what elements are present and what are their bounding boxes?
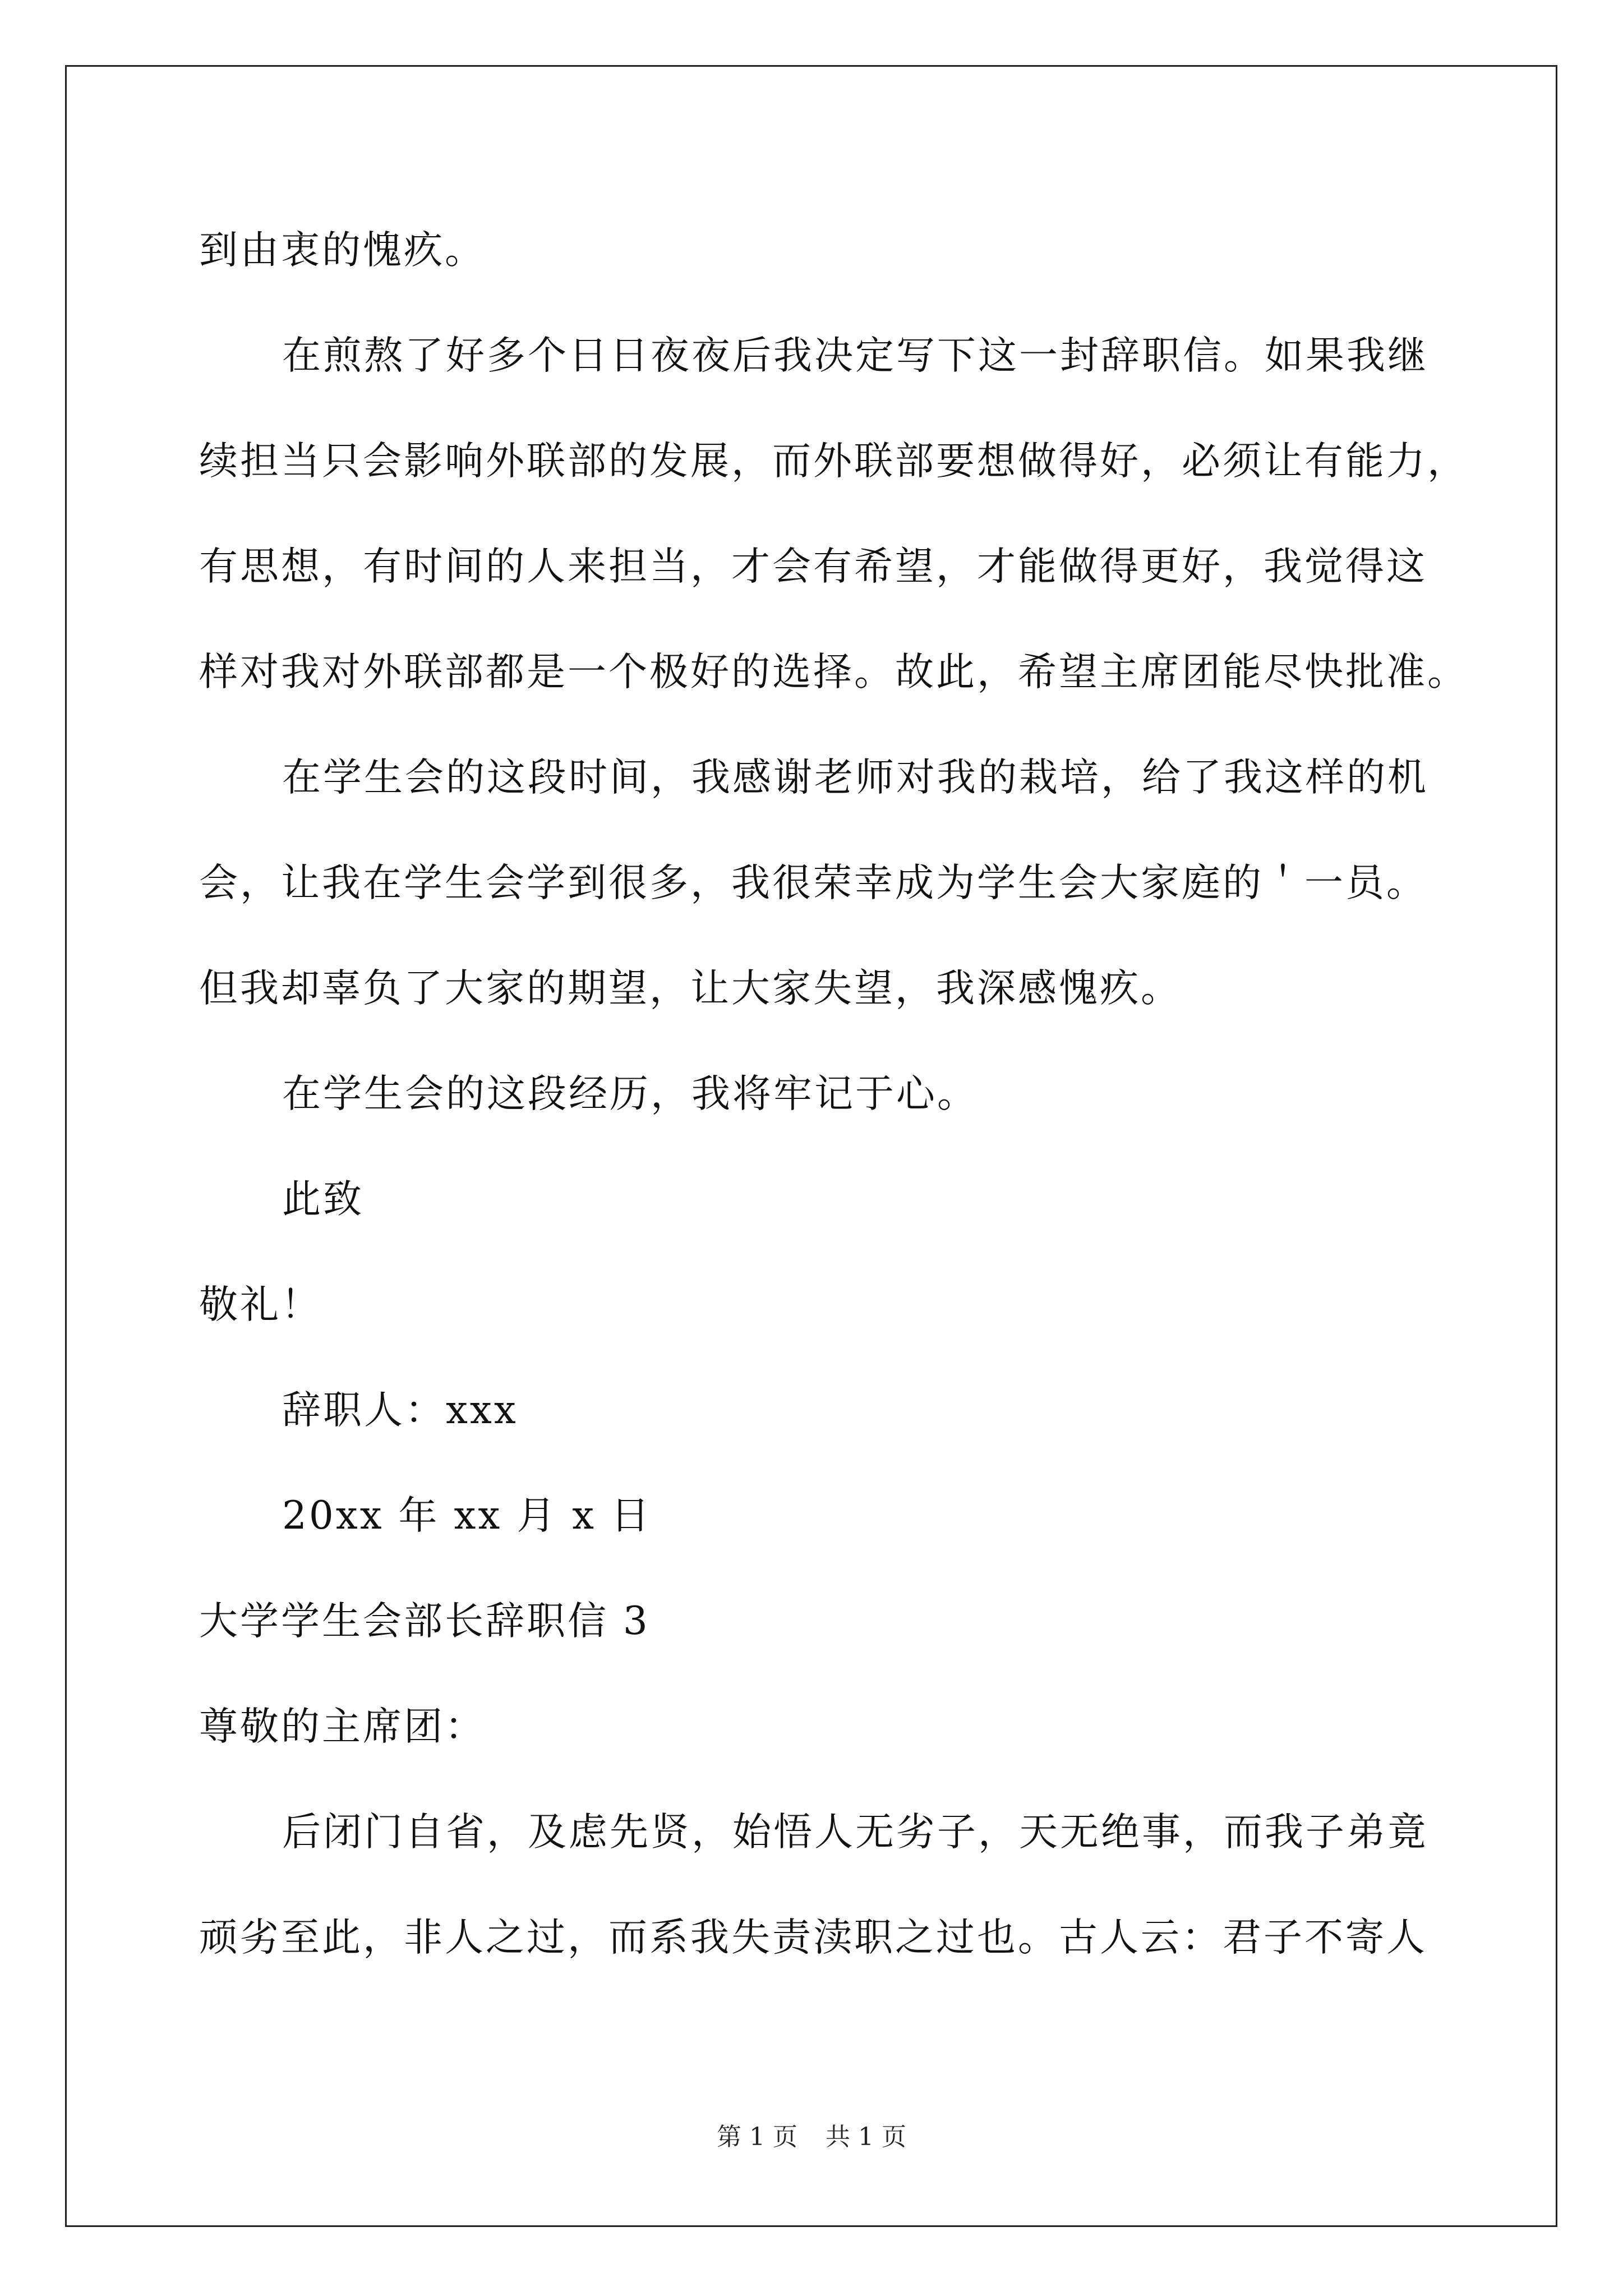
signature-line: 辞职人：xxx [282, 1388, 518, 1433]
text-line: 但我却辜负了大家的期望，让大家失望，我深感愧疚。 [199, 966, 1182, 1011]
text-line: 到由衷的愧疚。 [199, 228, 486, 273]
section-title: 大学学生会部长辞职信 3 [199, 1599, 650, 1644]
text-line: 在学生会的这段经历，我将牢记于心。 [282, 1071, 978, 1116]
date-line: 20xx 年 xx 月 x 日 [282, 1493, 652, 1538]
page-footer [0, 2125, 1623, 2150]
text-line: 会，让我在学生会学到很多，我很荣幸成为学生会大家庭的＇一员。 [199, 861, 1427, 905]
closing-line: 此致 [282, 1177, 364, 1222]
text-line: 样对我对外联部都是一个极好的选择。故此，希望主席团能尽快批准。 [199, 650, 1468, 694]
text-line: 在煎熬了好多个日日夜夜后我决定写下这一封辞职信。如果我继 [282, 333, 1428, 378]
salutation-line: 敬礼！ [199, 1282, 322, 1327]
greeting-line: 尊敬的主席团： [199, 1704, 486, 1749]
page-border [65, 65, 1557, 2227]
page-total: 共 1 页 [826, 2123, 906, 2151]
text-line: 后闭门自省，及虑先贤，始悟人无劣子，天无绝事，而我子弟竟 [282, 1810, 1428, 1855]
text-line: 续担当只会影响外联部的发展，而外联部要想做得好，必须让有能力， [199, 439, 1468, 484]
page-number: 第 1 页 [717, 2123, 797, 2151]
text-line: 有思想，有时间的人来担当，才会有希望，才能做得更好，我觉得这 [199, 544, 1427, 589]
text-line: 顽劣至此，非人之过，而系我失责渎职之过也。古人云：君子不寄人 [199, 1915, 1427, 1960]
text-line: 在学生会的这段时间，我感谢老师对我的栽培，给了我这样的机 [282, 755, 1428, 800]
